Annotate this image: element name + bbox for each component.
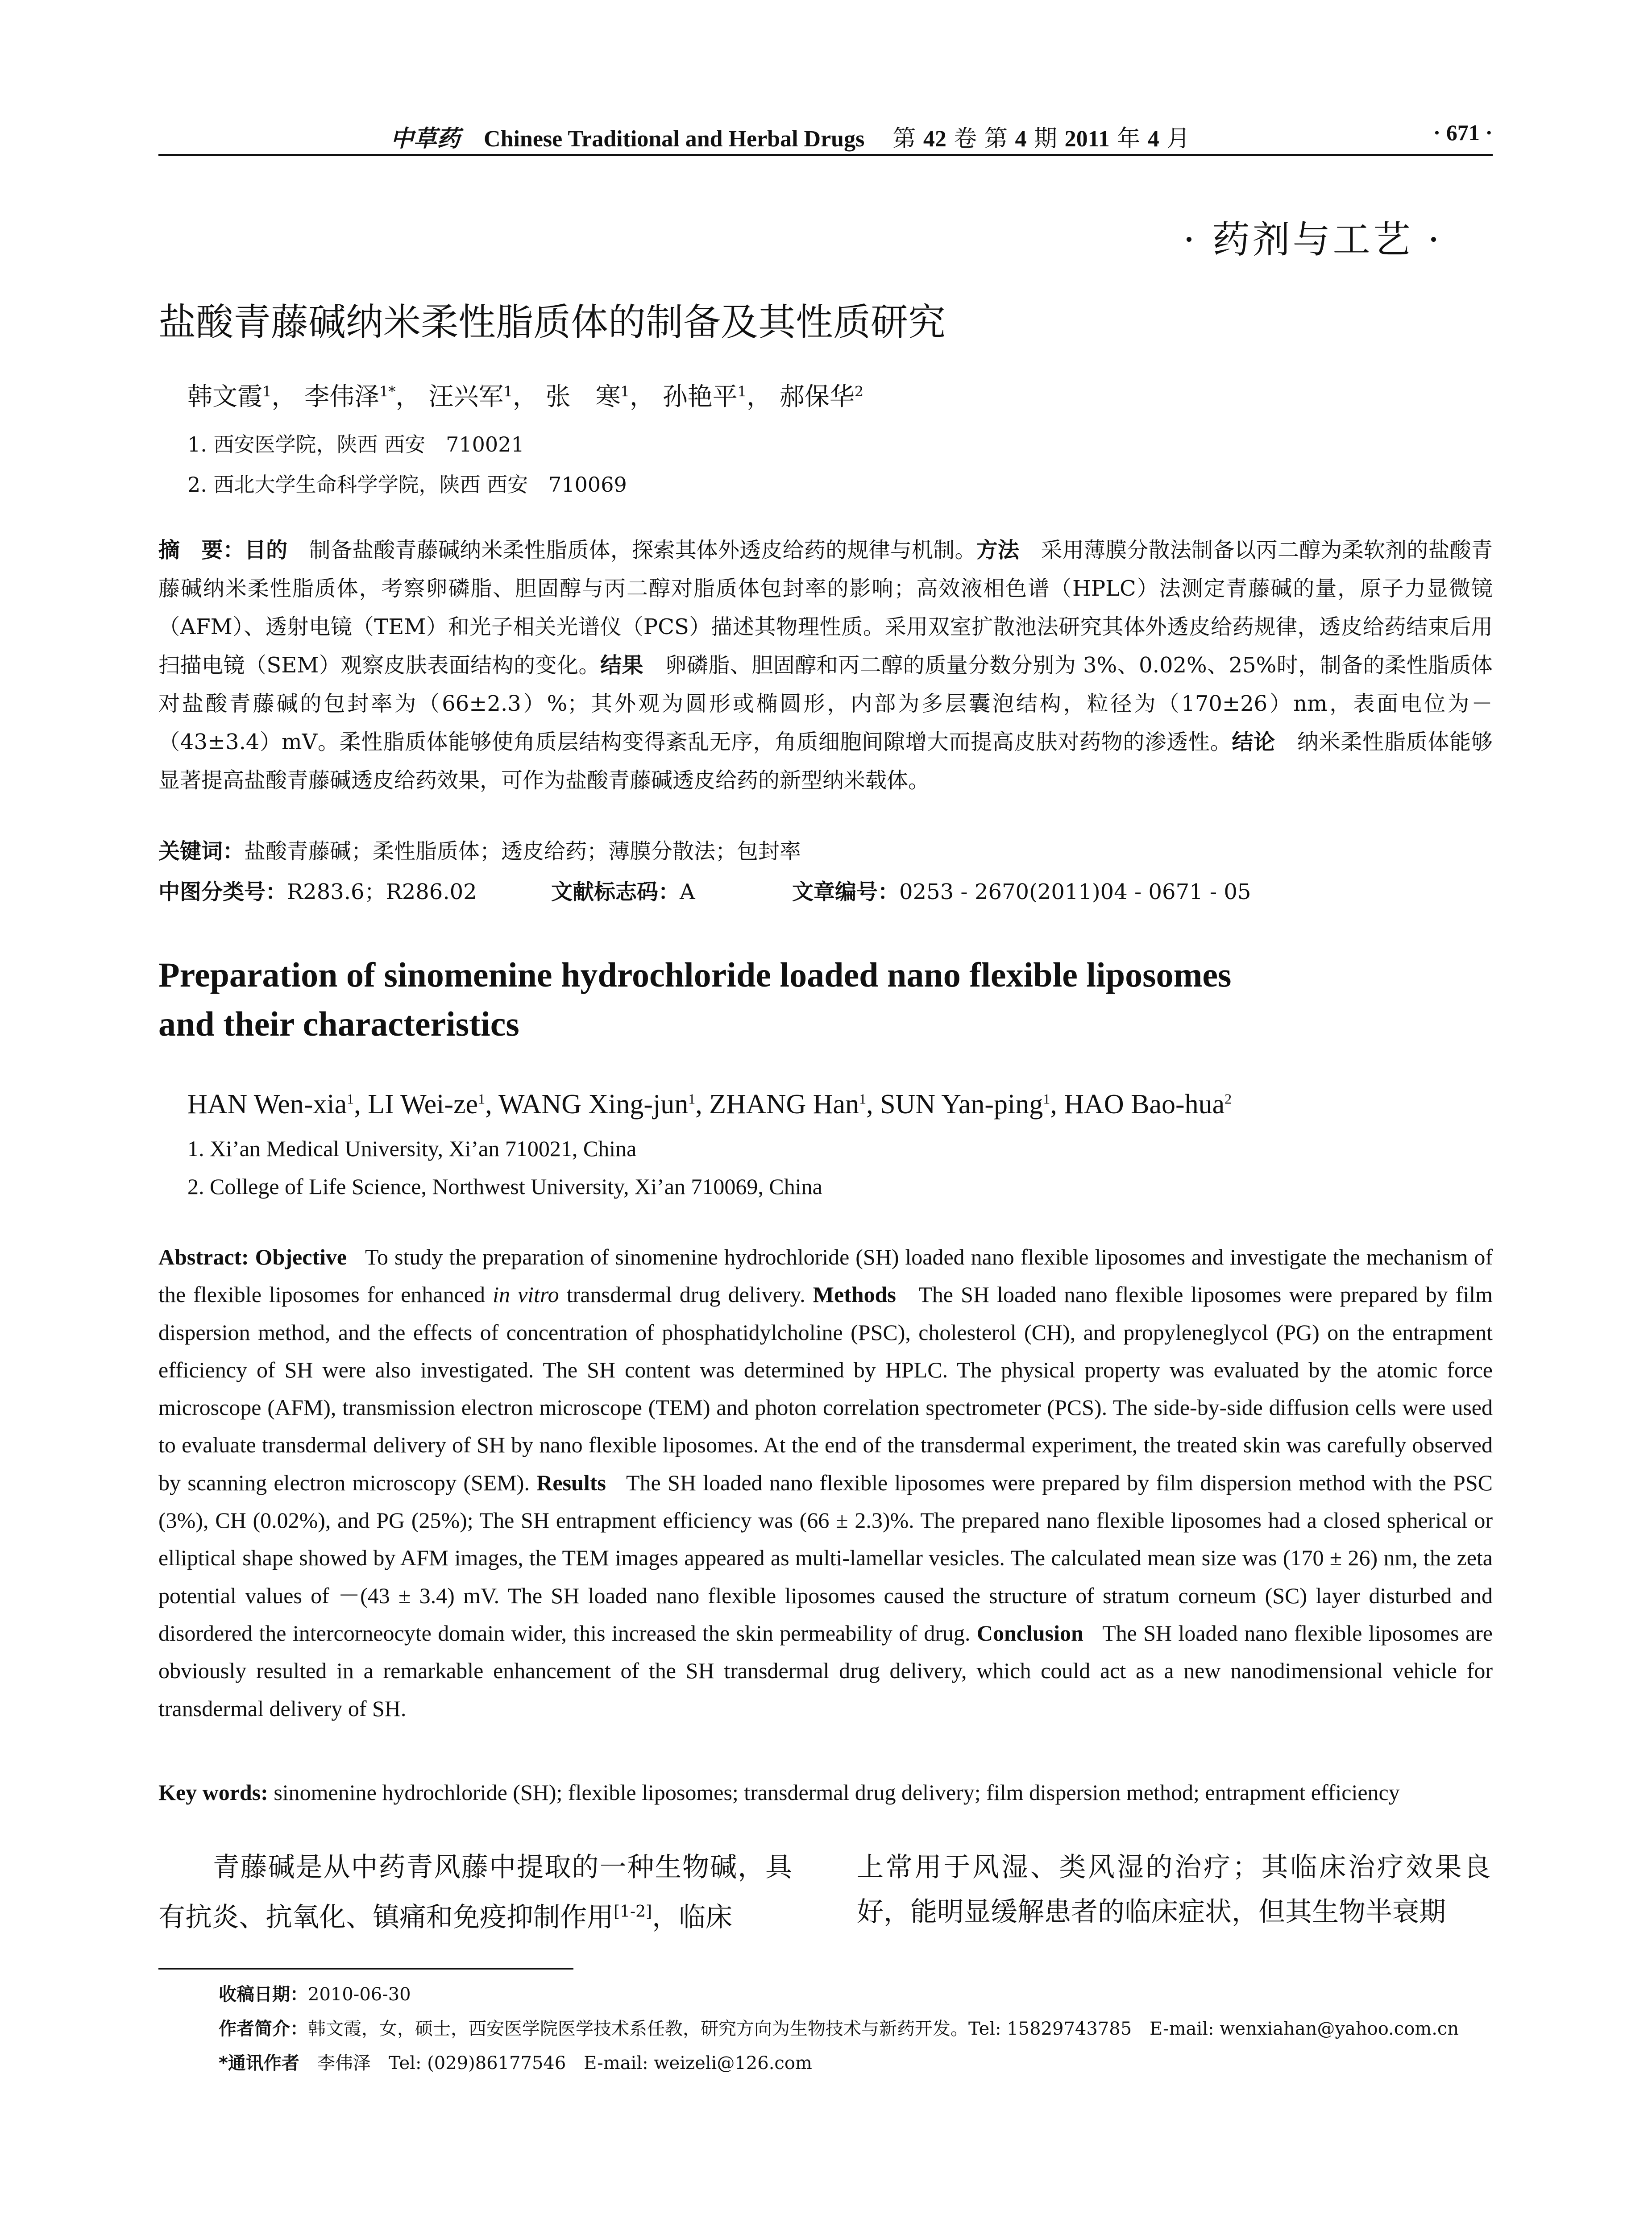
- footnote-received: 收稿日期：2010-06-30: [219, 1984, 411, 2005]
- abstract-label-cn: 摘 要：: [158, 538, 245, 563]
- article-number: 0253 - 2670(2011)04 - 0671 - 05: [899, 879, 1251, 904]
- affiliation-en-2: 2. College of Life Science, Northwest University, Xi’an 710069, China: [187, 1174, 822, 1199]
- keywords-cn: 关键词：盐酸青藤碱；柔性脂质体；透皮给药；薄膜分散法；包封率: [158, 839, 801, 864]
- header-rule: [158, 154, 1493, 156]
- doc-code: A: [680, 879, 695, 904]
- author-list-cn: 韩文霞$^1$， 李伟泽$^{1*}$， 汪兴军$^1$， 张 寒$^1$， 孙艳平$^1$， 郝保华$^2$: [187, 382, 864, 411]
- objective-label-cn: 目的: [244, 538, 288, 563]
- results-label-cn: 结果: [600, 653, 643, 678]
- citation: [1-2]: [614, 1903, 652, 1921]
- abstract-cn: 摘 要：目的 制备盐酸青藤碱纳米柔性脂质体，探索其体外透皮给药的规律与机制。方法 采用薄膜分散法制备以丙二醇为柔软剂的盐酸青藤碱纳米柔性脂质体，考察卵磷脂、胆固醇与丙二醇对脂质体包封率的影响；高效液相色谱（HPLC）法测定青藤碱的量，原子力显微镜（AFM）、透射电镜（TEM）和光子相关光谱仪（PCS）描述其物理性质。采用双室扩散池法研究其体外透皮给药规律，透皮给药结束后用扫描电镜（SEM）观察皮肤表面结构的变化。结果 卵磷脂、胆固醇和丙二醇的质量分数分别为 3%、0.02%、25%时，制备的柔性脂质体对盐酸青藤碱的包封率为（66±2.3）%；其外观为圆形或椭圆形，内部为多层囊泡结构，粒径为（170±26）nm，表面电位为－（43±3.4）mV。柔性脂质体能够使角质层结构变得紊乱无序，角质细胞间隙增大而提高皮肤对药物的渗透性。结论 纳米柔性脂质体能够显著提高盐酸青藤碱透皮给药效果，可作为盐酸青藤碱透皮给药的新型纳米载体。: [158, 538, 1493, 793]
- journal-name-cn: 中草药: [390, 125, 461, 152]
- author: LI Wei-ze: [368, 1089, 478, 1120]
- results-label-en: Results: [536, 1470, 606, 1495]
- objective-label-en: Objective: [255, 1244, 347, 1269]
- abstract-en: Abstract: Objective To study the preparation of sinomenine hydrochloride (SH) loaded nano flexible liposomes and investigate the mechanism of the flexible liposomes for enhanced in vitro transdermal drug delivery. Methods The SH loaded nano flexible liposomes were prepared by film dispersion method, and the effects of concentration of phosphatidylcholine (PSC), cholesterol (CH), and propyleneglycol (PG) on the entrapment efficiency of SH were also investigated. The SH content was determined by HPLC. The physical property was evaluated by the atomic force microscope (AFM), transmission electron microscope (TEM) and photon correlation spectrometer (PCS). The side-by-side diffusion cells were used to evaluate transdermal delivery of SH by nano flexible liposomes. At the end of the transdermal experiment, the treated skin was carefully observed by scanning electron microscopy (SEM). Results The SH loaded nano flexible liposomes were prepared by film dispersion method with the PSC (3%), CH (0.02%), and PG (25%); The SH entrapment efficiency was (66 ± 2.3)%. The prepared nano flexible liposomes had a closed spherical or elliptical shape showed by AFM images, the TEM images appeared as multi-lamellar vesicles. The calculated mean size was (170 ± 26) nm, the zeta potential values of －(43 ± 3.4) mV. The SH loaded nano flexible liposomes caused the structure of stratum corneum (SC) layer disturbed and disordered the intercorneocyte domain wider, this increased the skin permeability of drug. Conclusion The SH loaded nano flexible liposomes are obviously resulted in a remarkable enhancement of the SH transdermal drug delivery, which could act as a new nanodimensional vehicle for transdermal delivery of SH.: [158, 1244, 1493, 1721]
- affiliation-en-1: 1. Xi’an Medical University, Xi’an 710021, China: [187, 1136, 637, 1161]
- keywords-label-cn: 关键词：: [158, 839, 245, 864]
- page-number: · 671 ·: [1433, 120, 1493, 145]
- author: 郝保华: [779, 382, 855, 411]
- conclusion-label-en: Conclusion: [976, 1620, 1083, 1646]
- author: 韩文霞: [187, 382, 262, 411]
- classification-line: 中图分类号：R283.6；R286.02 文献标志码：A 文章编号：0253 - 2670(2011)04 - 0671 - 05: [158, 879, 1251, 904]
- keywords-label-en: Key words:: [158, 1780, 268, 1805]
- author: ZHANG Han: [709, 1089, 859, 1120]
- author: 孙艳平: [662, 382, 738, 411]
- section-heading: · 药剂与工艺 ·: [1183, 218, 1442, 261]
- methods-label-cn: 方法: [976, 538, 1020, 563]
- author: 汪兴军: [428, 382, 504, 411]
- body-column-2: 上常用于风湿、类风湿的治疗；其临床治疗效果良好，能明显缓解患者的临床症状，但其生物半衰期: [857, 1852, 1490, 1928]
- journal-info: [390, 120, 1190, 153]
- body-column-1: 青藤碱是从中药青风藤中提取的一种生物碱，具有抗炎、抗氧化、镇痛和免疫抑制作用[1-2]，临床: [158, 1852, 792, 1933]
- keywords-en: Key words: sinomenine hydrochloride (SH); flexible liposomes; transdermal drug delivery; film dispersion method; entrapment efficiency: [158, 1780, 1400, 1805]
- paper-title-cn: 盐酸青藤碱纳米柔性脂质体的制备及其性质研究: [158, 300, 946, 344]
- author: SUN Yan-ping: [880, 1089, 1043, 1120]
- author: 李伟泽: [304, 382, 380, 411]
- footnote-author-bio: 作者简介：韩文霞，女，硕士，西安医学院医学技术系任教，研究方向为生物技术与新药开发。Tel: 15829743785 E-mail: wenxiahan@yahoo.com.cn: [219, 2019, 1459, 2039]
- methods-label-en: Methods: [813, 1282, 896, 1307]
- volume-issue: 第 42 卷 第 4 期 2011 年 4 月: [892, 125, 1190, 152]
- affiliation-cn-1: 1. 西安医学院，陕西 西安 710021: [187, 432, 524, 456]
- footnote-corresponding: *通讯作者 李伟泽 Tel: (029)86177546 E-mail: weizeli@126.com: [219, 2053, 812, 2073]
- journal-name-en: Chinese Traditional and Herbal Drugs: [484, 126, 865, 152]
- author: HAO Bao-hua: [1064, 1089, 1225, 1120]
- paper-title-en: Preparation of sinomenine hydrochloride loaded nano flexible liposomes and their characteristics: [158, 955, 1232, 1043]
- author: 张 寒: [545, 382, 621, 411]
- author: HAN Wen-xia: [187, 1089, 347, 1120]
- author-list-en: HAN Wen-xia$^1$, LI Wei-$ze^1$, WANG Xing-jun$^1$, ZHANG Han$^1$, SUN Yan-ping$^1$, HAO Bao-hua$^2$: [187, 1089, 1232, 1120]
- abstract-label-en: Abstract:: [158, 1244, 249, 1269]
- affiliation-cn-2: 2. 西北大学生命科学学院，陕西 西安 710069: [187, 473, 627, 497]
- clc-code: R283.6；R286.02: [287, 879, 477, 904]
- author: WANG Xing-jun: [498, 1089, 689, 1120]
- running-header: [158, 120, 1493, 151]
- footnote-rule: [158, 1968, 573, 1970]
- conclusion-label-cn: 结论: [1232, 730, 1275, 755]
